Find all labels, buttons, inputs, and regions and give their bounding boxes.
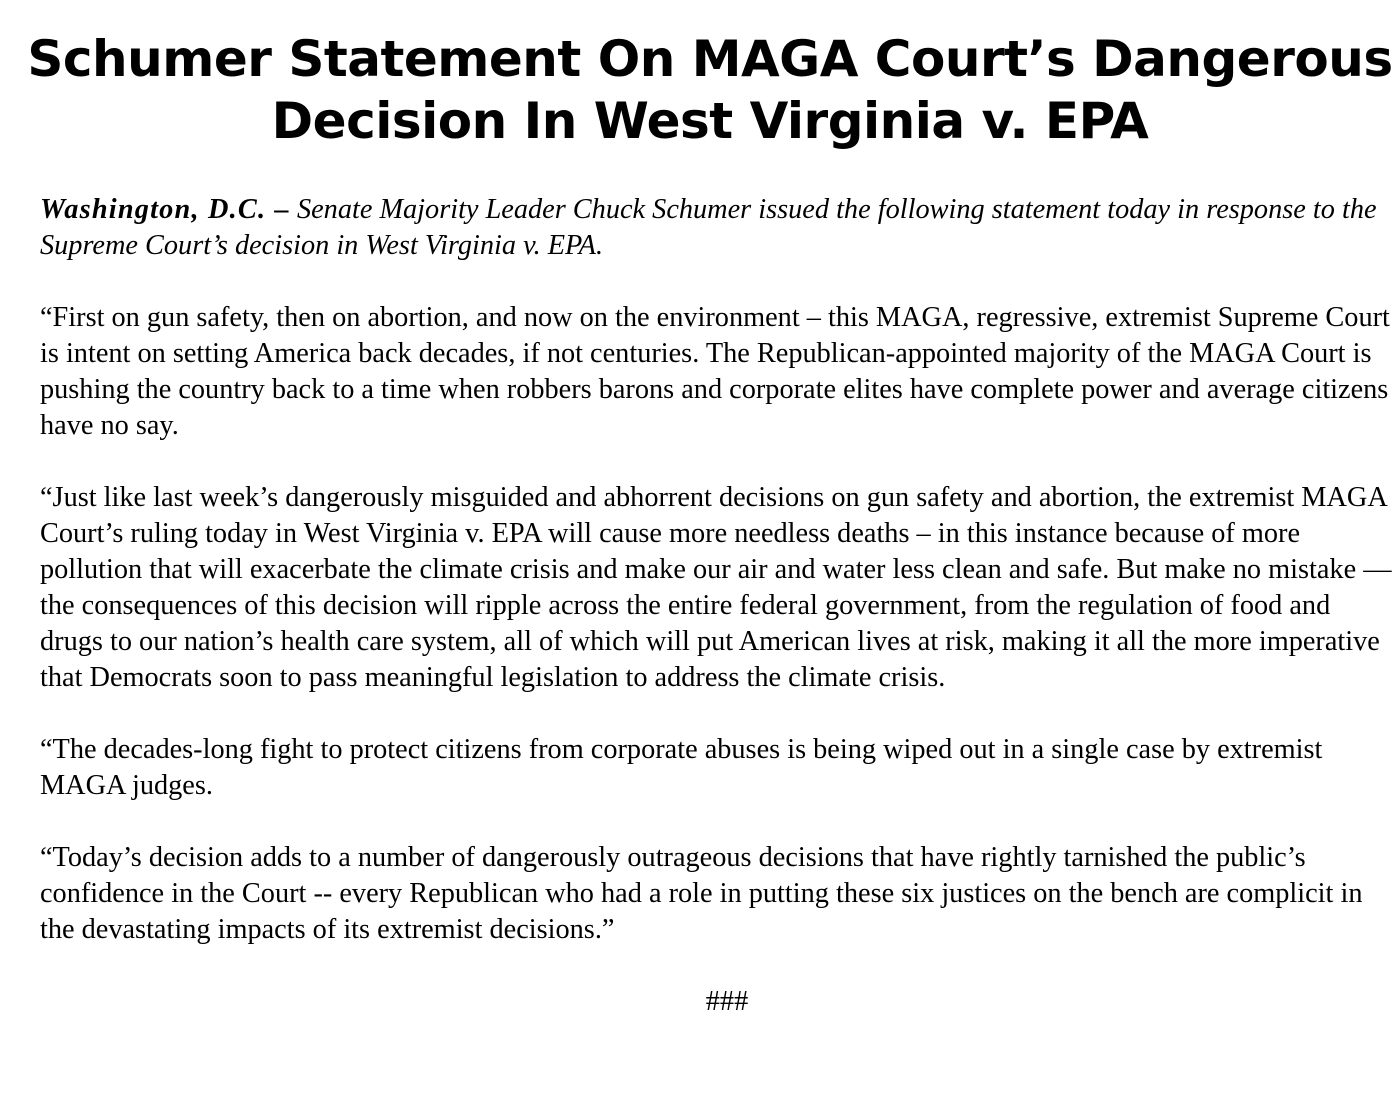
- statement-paragraph-4: “Today’s decision adds to a number of dangerously outrageous decisions that have rightly tarnished the public’s confidence in the Court -- every Republican who had a role in putting these six justices on the bench are complicit in the devastating impacts of its extremist decisions.”: [40, 842, 1363, 945]
- statement-paragraph-2: “Just like last week’s dangerously misguided and abhorrent decisions on gun safety and abortion, the extremist MAGA Court’s ruling today in West Virginia v. EPA will cause more needless deaths – in this instance because of more pollution that will exacerbate the climate crisis and make our air and water less clean and safe. But make no mistake — the consequences of this decision will ripple across the entire federal government, from the regulation of food and drugs to our nation’s health care system, all of which will put American lives at risk, making it all the more imperative that Democrats soon to pass meaningful legislation to address the climate crisis.: [40, 482, 1392, 693]
- statement-body: [40, 192, 1392, 1020]
- end-mark: ###: [705, 986, 749, 1017]
- dateline-paragraph: [40, 192, 1392, 264]
- statement-paragraph-3: “The decades-long fight to protect citizens from corporate abuses is being wiped out in a single case by extremist MAGA judges.: [40, 734, 1323, 801]
- dateline-text: Senate Majority Leader Chuck Schumer issued the following statement today in response to the Supreme Court’s decision in West Virginia v. EPA.: [40, 194, 1377, 261]
- page-title: Schumer Statement On MAGA Court’s Dangerous Decision In West Virginia v. EPA: [27, 30, 1393, 150]
- statement-paragraph-1: “First on gun safety, then on abortion, and now on the environment – this MAGA, regressive, extremist Supreme Court is intent on setting America back decades, if not centuries. The Republican-appointed majority of the MAGA Court is pushing the country back to a time when robbers barons and corporate elites have complete power and average citizens have no say.: [40, 302, 1390, 441]
- dateline-place: Washington, D.C. –: [40, 194, 290, 225]
